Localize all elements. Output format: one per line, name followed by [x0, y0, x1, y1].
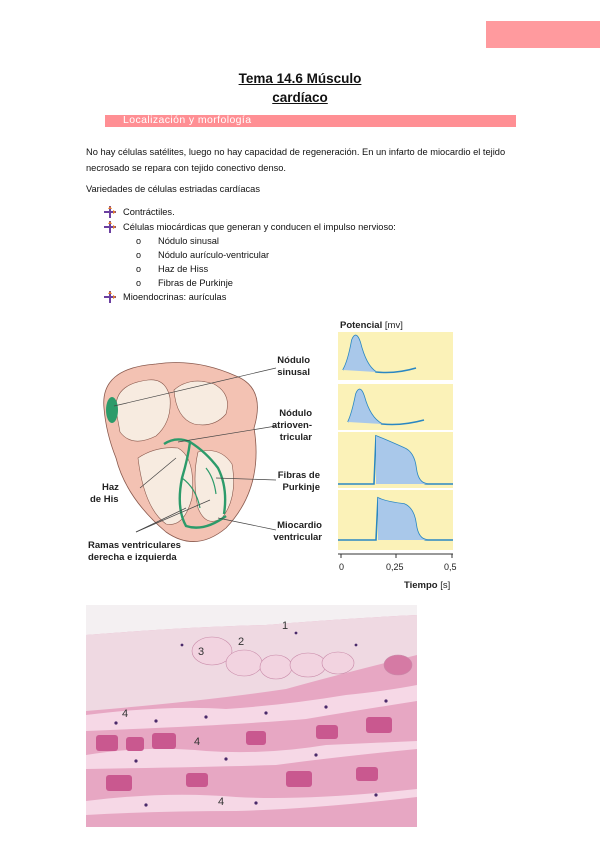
svg-text:tricular: tricular [279, 432, 312, 443]
micro-label-4c: 4 [218, 796, 225, 808]
micro-label-2: 2 [238, 636, 245, 648]
svg-text:Purkinje: Purkinje [282, 482, 320, 493]
paragraph-varieties: Variedades de células estriadas cardíacas [86, 184, 260, 194]
label-his: Haz [102, 482, 119, 493]
x-tick: 0,25 [386, 562, 404, 572]
svg-text:sinusal: sinusal [277, 367, 310, 378]
label-ramas: Ramas ventriculares [88, 540, 181, 551]
micro-label-1: 1 [282, 620, 289, 632]
svg-text:atrioven-: atrioven- [271, 420, 312, 431]
bullet-item: Células miocárdicas que generan y conducen el impulso nervioso: [123, 220, 396, 234]
arrow-bullet-icon [104, 221, 116, 233]
x-tick: 0,5 [444, 562, 457, 572]
histology-micrograph [86, 605, 417, 827]
section-heading-bar [105, 115, 516, 127]
label-sinusal: Nódulo [277, 355, 310, 366]
svg-text:de His: de His [90, 494, 119, 505]
svg-text:derecha e izquierda: derecha e izquierda [88, 552, 177, 563]
section-heading: Localización y morfología [123, 114, 252, 126]
micro-label-4a: 4 [194, 736, 201, 748]
bullet-item: Contráctiles. [123, 205, 175, 219]
label-av: Nódulo [279, 408, 312, 419]
label-purkinje: Fibras de [277, 470, 320, 481]
micro-label-3: 3 [198, 646, 205, 658]
heart-conduction-figure [86, 318, 466, 596]
time-label: Tiempo [s] [404, 580, 451, 591]
page-title-line2: cardíaco [272, 90, 328, 105]
heart-drawing [104, 363, 258, 542]
paragraph-regeneration: No hay células satélites, luego no hay capacidad de regeneración. En un infarto de miocardio el tejido necrosado se repara con tejido conectivo denso. [86, 147, 506, 173]
sub-item: o Fibras de Purkinje [136, 278, 233, 288]
corner-tab [486, 21, 600, 48]
sinus-node-shape [106, 397, 118, 423]
arrow-bullet-icon [104, 291, 116, 303]
label-myocardium: Miocardio [277, 520, 322, 531]
arrow-bullet-icon [104, 206, 116, 218]
x-tick: 0 [339, 562, 345, 572]
sub-item: o Nódulo sinusal [136, 236, 219, 246]
potential-label: Potencial [mv] [340, 320, 403, 331]
bullet-item: Mioendocrinas: aurículas [123, 290, 226, 304]
sub-item: o Haz de Hiss [136, 264, 209, 274]
micro-label-4b: 4 [122, 708, 129, 720]
svg-text:ventricular: ventricular [273, 532, 322, 543]
sub-item: o Nódulo aurículo-ventricular [136, 250, 270, 260]
page-title-line1: Tema 14.6 Músculo [238, 71, 362, 86]
